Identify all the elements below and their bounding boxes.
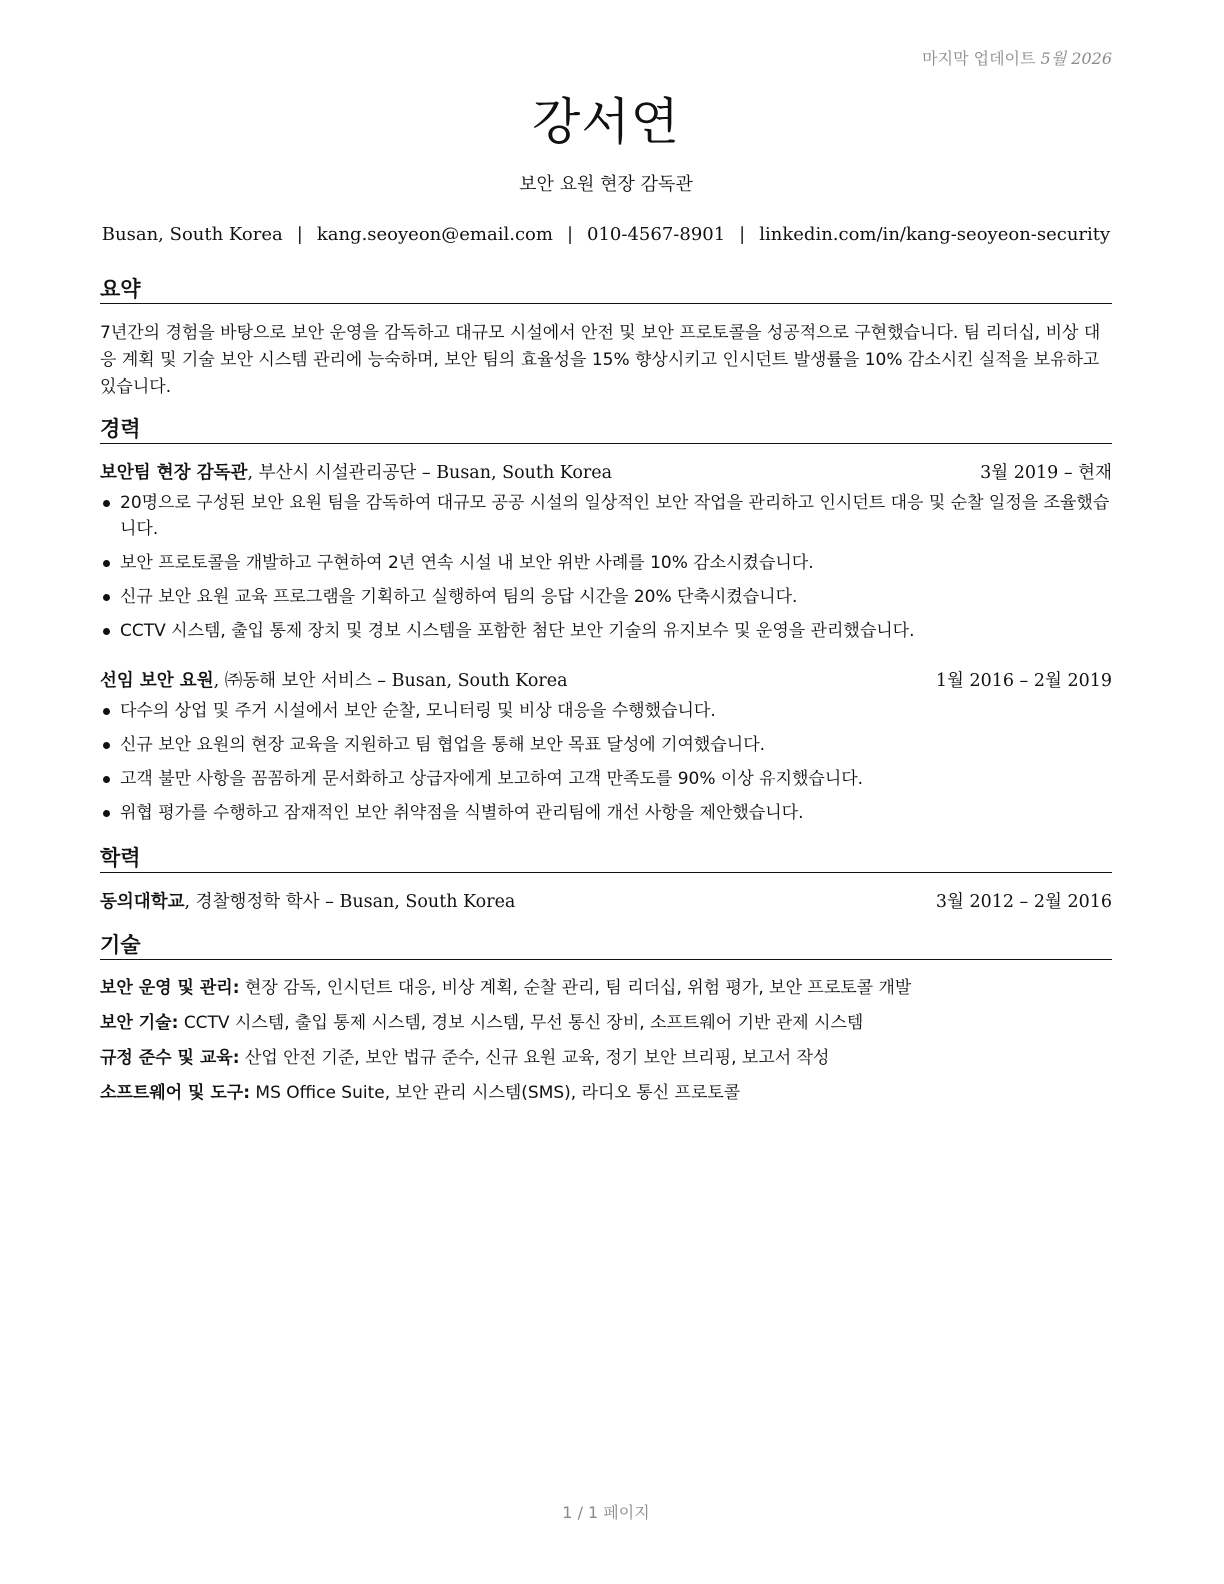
last-updated: 마지막 업데이트 5월 2026 (922, 49, 1112, 68)
education-entry: 동의대학교, 경찰행정학 학사 – Busan, South Korea 3월 2012 – 2월 2016 (100, 892, 1112, 912)
job-dates: 3월 2019 – 현재 (980, 463, 1112, 483)
contact-line (80, 224, 1132, 245)
job-location: Busan, South Korea (436, 463, 613, 483)
job-org: ㈜동해 보안 서비스 (224, 671, 372, 691)
section-heading-experience: 경력 (100, 416, 1112, 444)
job-bullets (100, 490, 1112, 652)
job-header: 보안팀 현장 감독관, 부산시 시설관리공단 – Busan, South Korea 3월 2019 – 현재 (100, 463, 1112, 483)
job-bullets (100, 698, 1112, 834)
job-bullet: 다수의 상업 및 주거 시설에서 보안 순찰, 모니터링 및 비상 대응을 수행했습니다. (100, 698, 1112, 724)
education-dates: 3월 2012 – 2월 2016 (935, 892, 1112, 912)
page-number: 1 / 1 페이지 (562, 1503, 650, 1522)
skill-line (100, 1080, 1112, 1106)
job-bullet: CCTV 시스템, 출입 통제 장치 및 경보 시스템을 포함한 첨단 보안 기술의 유지보수 및 운영을 관리했습니다. (100, 618, 1112, 644)
contact-location: Busan, South Korea (101, 224, 283, 245)
skill-line (100, 1010, 1112, 1036)
job-org: 부산시 시설관리공단 (258, 463, 417, 483)
job-dates: 1월 2016 – 2월 2019 (935, 671, 1112, 691)
skill-label: 보안 기술: (100, 1013, 179, 1033)
education-degree: 경찰행정학 학사 (195, 892, 320, 912)
contact-separator: | (296, 224, 303, 245)
contact-separator: | (739, 224, 746, 245)
summary-text: 7년간의 경험을 바탕으로 보안 운영을 감독하고 대규모 시설에서 안전 및 보안 프로토콜을 성공적으로 구현했습니다. 팀 리더십, 비상 대응 계획 및 기술 보안 시스템 관리에 능숙하며, 보안 팀의 효율성을 15% 향상시키고 인시던트 발생률을 10% 감소시킨 실적을 보유하고 있습니다. (100, 323, 1101, 397)
job-bullet: 위협 평가를 수행하고 잠재적인 보안 취약점을 식별하여 관리팀에 개선 사항을 제안했습니다. (100, 800, 1112, 826)
resume-page (100, 0, 1112, 1584)
section-heading-education: 학력 (100, 845, 1112, 873)
job-role: 보안팀 현장 감독관 (100, 463, 248, 483)
education-location: Busan, South Korea (339, 892, 516, 912)
job-bullet: 신규 보안 요원 교육 프로그램을 기획하고 실행하여 팀의 응답 시간을 20% 단축시켰습니다. (100, 584, 1112, 610)
contact-phone: 010-4567-8901 (587, 224, 726, 245)
section-heading-skills: 기술 (100, 932, 1112, 960)
job-location: Busan, South Korea (391, 671, 568, 691)
skill-line (100, 975, 1112, 1001)
skill-value: 현장 감독, 인시던트 대응, 비상 계획, 순찰 관리, 팀 리더십, 위험 평가, 보안 프로토콜 개발 (244, 978, 912, 998)
skill-line (100, 1045, 1112, 1071)
job-bullet: 보안 프로토콜을 개발하고 구현하여 2년 연속 시설 내 보안 위반 사례를 10% 감소시켰습니다. (100, 550, 1112, 576)
job-bullet: 신규 보안 요원의 현장 교육을 지원하고 팀 협업을 통해 보안 목표 달성에 기여했습니다. (100, 732, 1112, 758)
section-heading-summary: 요약 (100, 276, 1112, 304)
contact-separator: | (566, 224, 574, 245)
skill-label: 보안 운영 및 관리: (100, 978, 240, 998)
education-school: 동의대학교 (100, 892, 185, 912)
skill-value: 산업 안전 기준, 보안 법규 준수, 신규 요원 교육, 정기 보안 브리핑, 보고서 작성 (244, 1048, 830, 1068)
job-role: 선임 보안 요원 (100, 671, 214, 691)
candidate-name: 강서연 (532, 93, 680, 151)
skill-value: CCTV 시스템, 출입 통제 시스템, 경보 시스템, 무선 통신 장비, 소프트웨어 기반 관제 시스템 (183, 1013, 864, 1033)
skill-label: 소프트웨어 및 도구: (100, 1083, 251, 1103)
job-bullet: 20명으로 구성된 보안 요원 팀을 감독하여 대규모 공공 시설의 일상적인 보안 작업을 관리하고 인시던트 대응 및 순찰 일정을 조율했습니다. (100, 490, 1112, 542)
contact-email[interactable]: kang.seoyeon@email.com (316, 224, 553, 245)
job-header: 선임 보안 요원, ㈜동해 보안 서비스 – Busan, South Korea 1월 2016 – 2월 2019 (100, 671, 1112, 691)
candidate-title: 보안 요원 현장 감독관 (519, 174, 693, 195)
contact-linkedin[interactable]: linkedin.com/in/kang-seoyeon-security (759, 224, 1111, 245)
skill-value: MS Office Suite, 보안 관리 시스템(SMS), 라디오 통신 프로토콜 (255, 1083, 741, 1103)
skill-label: 규정 준수 및 교육: (100, 1048, 240, 1068)
job-bullet: 고객 불만 사항을 꼼꼼하게 문서화하고 상급자에게 보고하여 고객 만족도를 90% 이상 유지했습니다. (100, 766, 1112, 792)
